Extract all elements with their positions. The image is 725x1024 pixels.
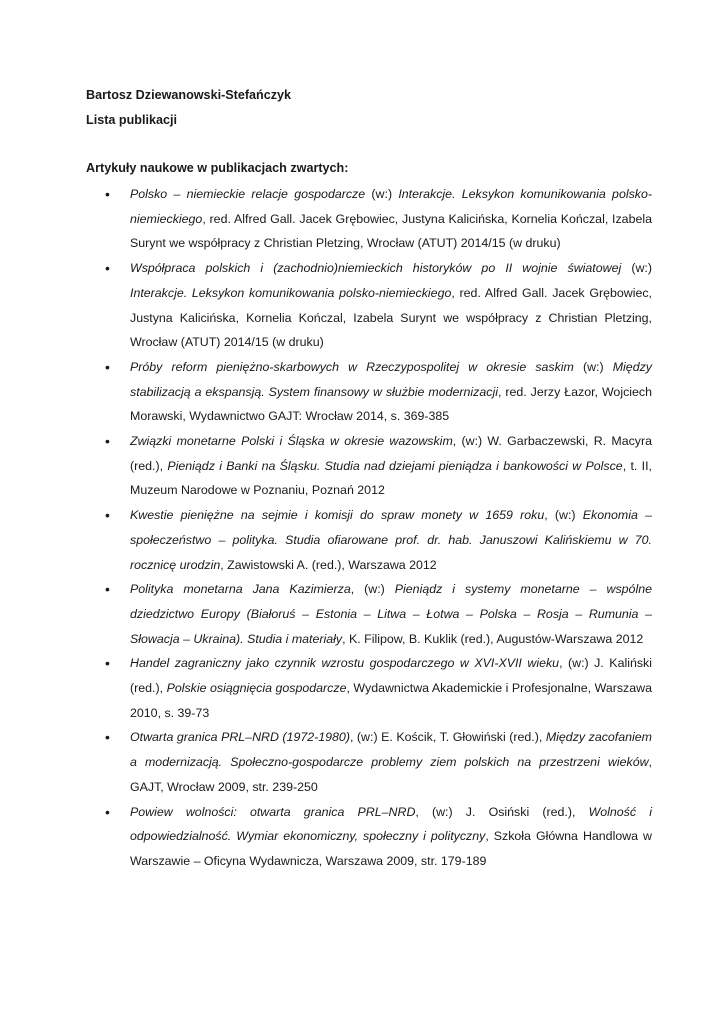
publication-text-segment: , Szkoła Główna Handlowa w Warszawie – Oficyna Wydawnicza, Warszawa 2009, str. 179-189 bbox=[130, 829, 652, 868]
publication-italic-segment: Wolność i odpowiedzialność. Wymiar ekonomiczny, społeczny i polityczny bbox=[130, 804, 652, 844]
publication-italic-segment: Otwarta granica PRL–NRD (1972-1980) bbox=[130, 730, 350, 745]
publication-italic-segment: Interakcje. Leksykon komunikowania polsko-niemieckiego bbox=[130, 187, 653, 226]
author-name: Bartosz Dziewanowski-Stefańczyk bbox=[86, 88, 292, 102]
publication-item bbox=[86, 651, 652, 725]
publication-text-segment: , (w:) bbox=[350, 582, 395, 597]
publication-text-segment: , (w:) W. Garbaczewski, R. Macyra (red.), bbox=[130, 434, 652, 473]
publication-item bbox=[86, 503, 652, 577]
publication-item bbox=[86, 256, 652, 355]
publication-italic-segment: Ekonomia – społeczeństwo – polityka. Studia ofiarowane prof. dr. hab. Januszowi Kalińskiemu w 70. rocznicę urodzin bbox=[130, 508, 652, 572]
publication-text-segment: , Zawistowski A. (red.), Warszawa 2012 bbox=[220, 557, 437, 572]
publication-italic-segment: Między stabilizacją a ekspansją. System finansowy w służbie modernizacji bbox=[130, 359, 652, 399]
publication-italic-segment: Między zacofaniem a modernizacją. Społeczno-gospodarcze problemy ziem polskich na przestrzeni wieków bbox=[130, 730, 652, 770]
publication-italic-segment: Powiew wolności: otwarta granica PRL–NRD bbox=[130, 804, 416, 819]
document-title: Lista publikacji bbox=[86, 113, 177, 127]
publication-text-segment: , GAJT, Wrocław 2009, str. 239-250 bbox=[130, 755, 652, 794]
publication-text-segment: , red. Alfred Gall. Jacek Grębowiec, Justyna Kalicińska, Kornelia Kończal, Izabela Surynt we współpracy z Christian Pletzing, Wrocław (ATUT) 2014/15 (w druku) bbox=[130, 285, 652, 350]
publication-text-segment: , (w:) bbox=[544, 508, 583, 523]
publication-text-segment: , red. Jerzy Łazor, Wojciech Morawski, Wydawnictwo GAJT: Wrocław 2014, s. 369-385 bbox=[130, 384, 652, 424]
publication-text-segment: , red. Alfred Gall. Jacek Grębowiec, Justyna Kalicińska, Kornelia Kończal, Izabela Surynt we współpracy z Christian Pletzing, Wrocław (ATUT) 2014/15 (w druku) bbox=[130, 211, 652, 251]
publication-italic-segment: Polskie osiągnięcia gospodarcze bbox=[166, 681, 347, 696]
publication-italic-segment: Handel zagraniczny jako czynnik wzrostu gospodarczego w XVI-XVII wieku bbox=[130, 656, 560, 671]
publication-text-segment: , (w:) J. Osiński (red.), bbox=[415, 804, 589, 819]
publication-italic-segment: Pieniądz i Banki na Śląsku. Studia nad dziejami pieniądza i bankowości w Polsce bbox=[167, 458, 623, 473]
publication-italic-segment: Polityka monetarna Jana Kazimierza bbox=[130, 582, 351, 597]
publication-list bbox=[86, 182, 652, 874]
publication-text-segment: , (w:) E. Kościk, T. Głowiński (red.), bbox=[349, 730, 546, 745]
section-heading: Artykuły naukowe w publikacjach zwartych: bbox=[86, 161, 349, 175]
publication-italic-segment: Związki monetarne Polski i Śląska w okresie wazowskim bbox=[130, 434, 453, 449]
publication-text-segment: (w:) bbox=[621, 261, 652, 276]
publication-text-segment: , K. Filipow, B. Kuklik (red.), Augustów-Warszawa 2012 bbox=[342, 631, 644, 646]
publication-text-segment: (w:) bbox=[365, 187, 399, 201]
publication-italic-segment: Próby reform pieniężno-skarbowych w Rzeczypospolitej w okresie saskim bbox=[130, 359, 574, 374]
publication-italic-segment: Polsko – niemieckie relacje gospodarcze bbox=[130, 187, 366, 201]
publication-item bbox=[86, 182, 652, 256]
publication-italic-segment: Kwestie pieniężne na sejmie i komisji do spraw monety w 1659 roku bbox=[130, 508, 545, 523]
publication-item bbox=[86, 577, 652, 651]
publication-italic-segment: Pieniądz i systemy monetarne – wspólne dziedzictwo Europy (Białoruś – Estonia – Litwa – Łotwa – Polska – Rosja – Rumunia – Słowacja – Ukraina). Studia i materiały bbox=[130, 582, 652, 646]
publication-text-segment: , Wydawnictwa Akademickie i Profesjonalne, Warszawa 2010, s. 39-73 bbox=[130, 681, 652, 720]
publication-item bbox=[86, 725, 652, 799]
publication-item bbox=[86, 429, 652, 503]
publication-text-segment: , (w:) J. Kaliński (red.), bbox=[130, 656, 653, 696]
publication-italic-segment: Interakcje. Leksykon komunikowania polsko-niemieckiego bbox=[130, 285, 452, 300]
publication-item bbox=[86, 800, 652, 874]
publication-text-segment: , t. II, Muzeum Narodowe w Poznaniu, Poznań 2012 bbox=[130, 458, 652, 498]
publication-text-segment: (w:) bbox=[573, 359, 613, 374]
publication-item bbox=[86, 355, 652, 429]
publication-italic-segment: Współpraca polskich i (zachodnio)niemieckich historyków po II wojnie światowej bbox=[130, 261, 622, 276]
